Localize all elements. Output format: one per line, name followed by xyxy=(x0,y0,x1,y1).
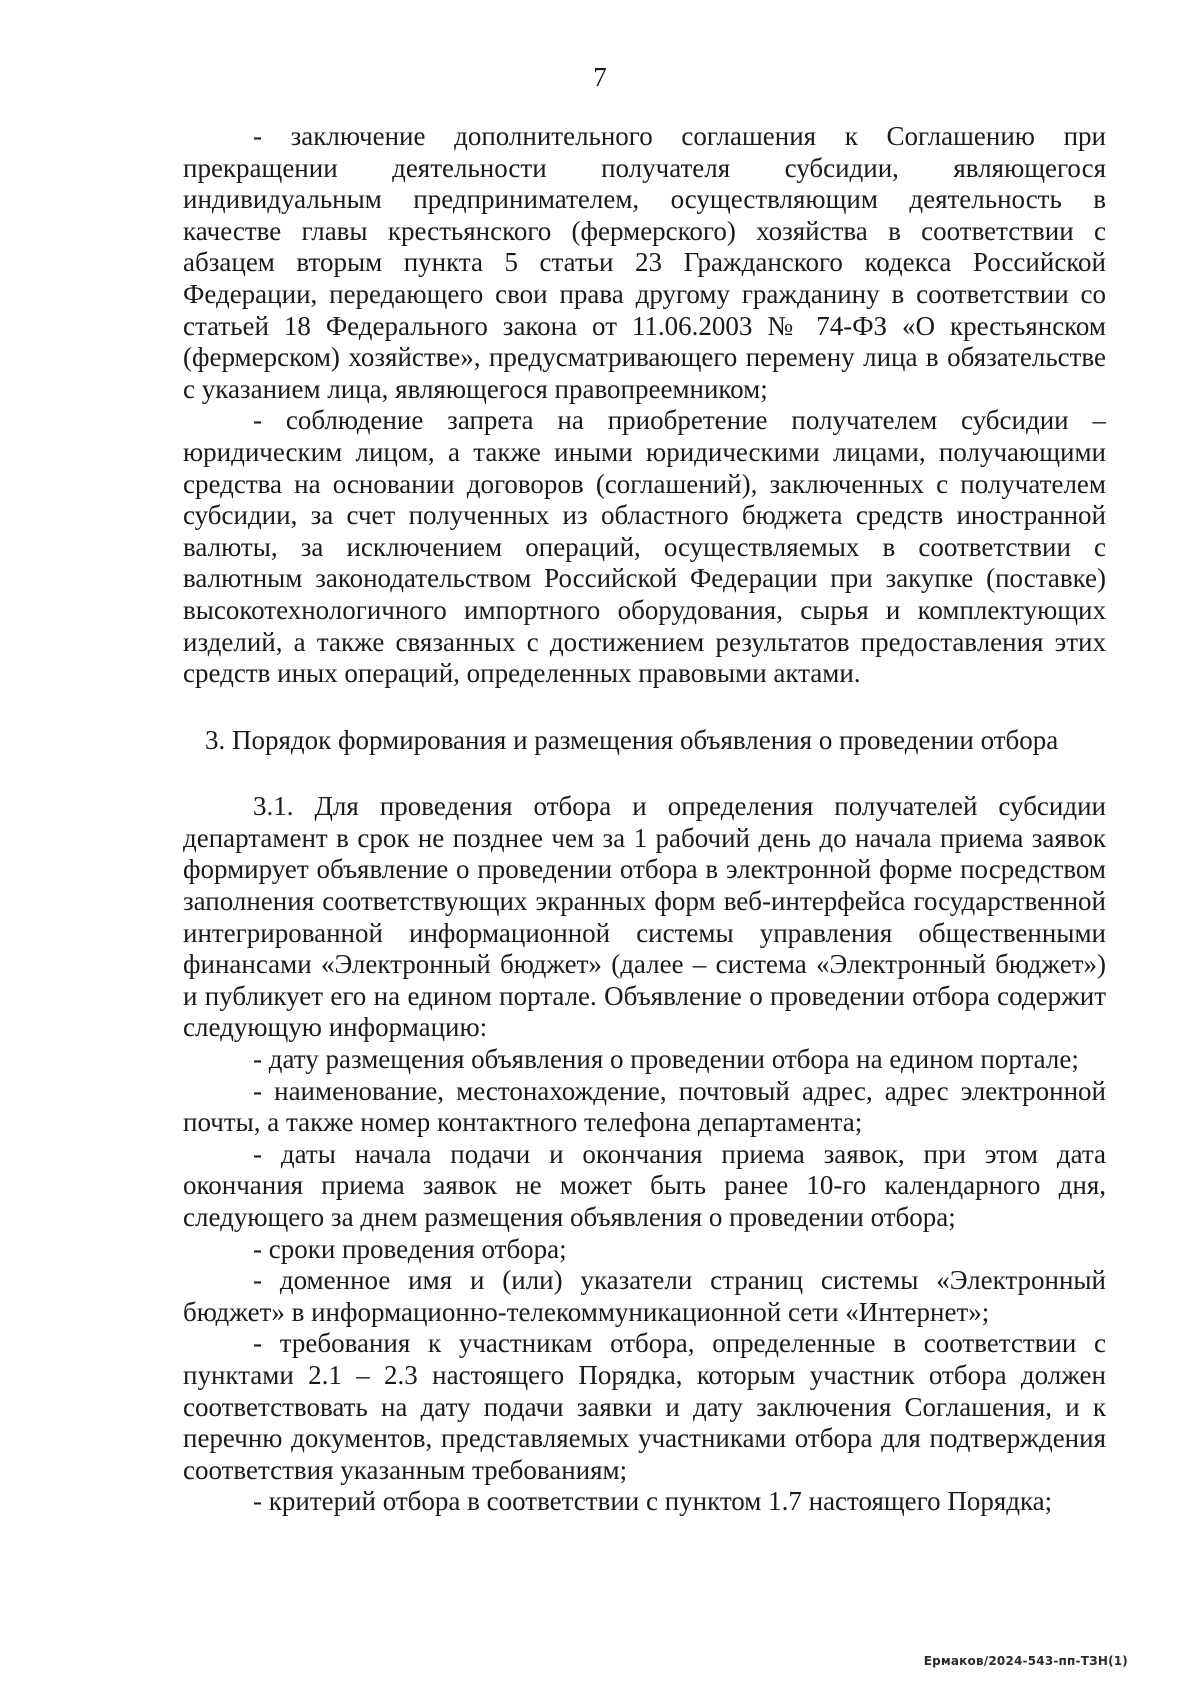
paragraph: - заключение дополнительного соглашения к Соглашению при прекращении деятельности получателя субсидии, являющегося индивидуальным предпринимателем, осуществляющим деятельность в качестве главы крестьянского (фермерского) хозяйства в соответствии с абзацем вторым пункта 5 статьи 23 Гражданского кодекса Российской Федерации, передающего свои права другому гражданину в соответствии со статьей 18 Федерального закона от 11.06.2003 № 74-ФЗ «О крестьянском (фермерском) хозяйстве», предусматривающего перемену лица в обязательстве с указанием лица, являющегося правопреемником; xyxy=(183,121,1106,404)
list-item: - наименование, местонахождение, почтовый адрес, адрес электронной почты, а также номер контактного телефона департамента; xyxy=(183,1075,1106,1138)
list-item: - дату размещения объявления о проведении отбора на едином портале; xyxy=(253,1044,1079,1075)
document-footer-code: Ермаков/2024-543-пп-ТЗН(1) xyxy=(923,1654,1128,1668)
list-item: - даты начала подачи и окончания приема заявок, при этом дата окончания приема заявок не может быть ранее 10-го календарного дня, следующего за днем размещения объявления о проведении отбора; xyxy=(183,1138,1106,1232)
document-body xyxy=(183,121,1106,1518)
paragraph: 3.1. Для проведения отбора и определения получателей субсидии департамент в срок не позднее чем за 1 рабочий день до начала приема заявок формирует объявление о проведении отбора в электронной форме посредством заполнения соответствующих экранных форм веб-интерфейса государственной интегрированной информационной системы управления общественными финансами «Электронный бюджет» (далее – система «Электронный бюджет») и публикует его на едином портале. Объявление о проведении отбора содержит следующую информацию: xyxy=(183,791,1106,1043)
section-heading: 3. Порядок формирования и размещения объявления о проведении отбора xyxy=(205,724,1059,755)
paragraph: - соблюдение запрета на приобретение получателем субсидии – юридическим лицом, а также иными юридическими лицами, получающими средства на основании договоров (соглашений), заключенных с получателем субсидии, за счет полученных из областного бюджета средств иностранной валюты, за исключением операций, осуществляемых в соответствии с валютным законодательством Российской Федерации при закупке (поставке) высокотехнологичного импортного оборудования, сырья и комплектующих изделий, а также связанных с достижением результатов предоставления этих средств иных операций, определенных правовыми актами. xyxy=(183,405,1106,689)
list-item: - критерий отбора в соответствии с пунктом 1.7 настоящего Порядка; xyxy=(253,1486,1053,1517)
page-number: 7 xyxy=(593,62,607,92)
list-item: - требования к участникам отбора, определенные в соответствии с пунктами 2.1 – 2.3 настоящего Порядка, которым участник отбора должен соответствовать на дату подачи заявки и дату заключения Соглашения, и к перечню документов, представляемых участниками отбора для подтверждения соответствия указанным требованиям; xyxy=(183,1328,1106,1485)
list-item: - доменное имя и (или) указатели страниц системы «Электронный бюджет» в информационно-телекоммуникационной сети «Интернет»; xyxy=(183,1265,1106,1327)
list-item: - сроки проведения отбора; xyxy=(253,1233,567,1264)
